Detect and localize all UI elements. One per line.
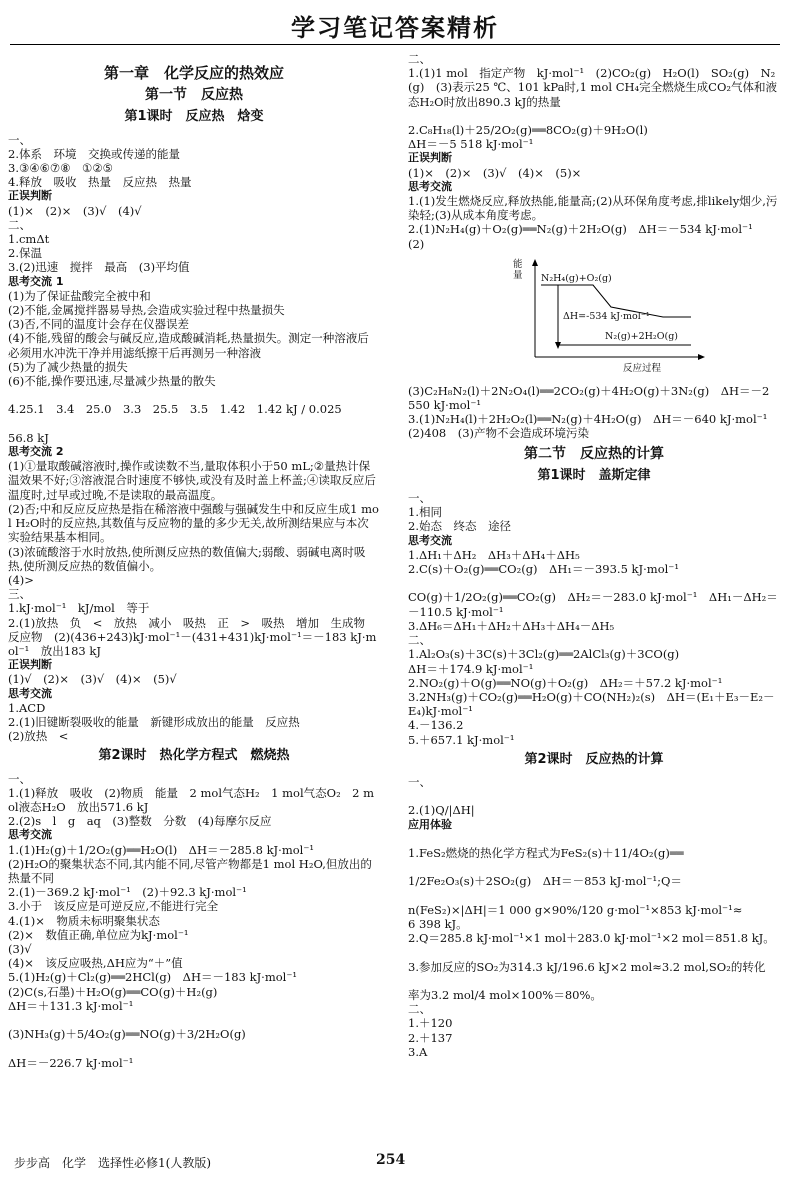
answer-line: (2)C(s,石墨)＋H₂O(g)══CO(g)＋H₂(g) bbox=[8, 984, 218, 999]
answer-line: 3.③④⑥⑦⑧ ①②⑤ bbox=[8, 161, 113, 176]
subheading: 思考交流 bbox=[408, 179, 452, 193]
answer-line: 二、 bbox=[408, 52, 431, 66]
answer-line: (4)> bbox=[8, 572, 34, 587]
subheading: 正误判断 bbox=[408, 151, 452, 165]
answer-line: (3)否,不同的温度计会存在仪器误差 bbox=[8, 317, 189, 332]
header-rule bbox=[10, 44, 780, 45]
answer-line: (1)× (2)× (3)√ (4)√ bbox=[8, 203, 142, 218]
answer-line: 2.C₈H₁₈(l)＋25/2O₂(g)══8CO₂(g)＋9H₂O(l) bbox=[408, 123, 648, 138]
answer-line: CO(g)＋1/2O₂(g)══CO₂(g) ΔH₂＝－283.0 kJ·mol⁻¹ ΔH₁－ΔH₂＝－110.5 kJ·mol⁻¹ bbox=[408, 590, 778, 619]
answer-line: 3.参加反应的SO₂为314.3 kJ/196.6 kJ×2 mol≈3.2 mol,SO₂的转化 bbox=[408, 959, 766, 974]
answer-line: 一、 bbox=[408, 491, 431, 506]
reactant-label: N₂H₄(g)+O₂(g) bbox=[541, 272, 612, 284]
answer-line: 1.cmΔt bbox=[8, 232, 50, 247]
answer-line: 2.C(s)＋O₂(g)══CO₂(g) ΔH₁＝－393.5 kJ·mol⁻¹ bbox=[408, 562, 679, 577]
section-title: 第二节 反应热的计算 bbox=[524, 445, 664, 462]
answer-line: 二、 bbox=[408, 633, 431, 648]
answer-line: 二、 bbox=[8, 217, 31, 232]
answer-line: 2.＋137 bbox=[408, 1030, 453, 1045]
subheading: 思考交流 1 bbox=[8, 274, 64, 288]
subheading: 思考交流 bbox=[8, 828, 52, 842]
answer-line: 4.25.1 3.4 25.0 3.3 25.5 3.5 1.42 1.42 kJ / 0.025 bbox=[8, 402, 342, 417]
answer-line: 2.始态 终态 途径 bbox=[408, 519, 511, 534]
answer-line: (5)为了减少热量的损失 bbox=[8, 359, 128, 374]
answer-line: 2.(1)放热 负 < 放热 减小 吸热 正 > 吸热 增加 生成物 反应物 (2)(436+243)kJ·mol⁻¹－(431+431)kJ·mol⁻¹＝－183 kJ·mol⁻¹ 放出183 kJ bbox=[8, 615, 377, 658]
section-title: 第一节 反应热 bbox=[145, 87, 243, 104]
right-column bbox=[408, 52, 780, 1059]
answer-block bbox=[408, 384, 780, 441]
answer-line: 4.(1)× 物质未标明聚集状态 bbox=[8, 913, 160, 928]
answer-line: 三、 bbox=[8, 587, 31, 602]
answer-line bbox=[8, 1041, 380, 1055]
answer-line: (2) bbox=[408, 236, 425, 251]
subheading: 思考交流 bbox=[408, 533, 452, 547]
answer-line: 1.(1)释放 吸收 (2)物质 能量 2 mol气态H₂ 1 mol气态O₂ 2 mol液态H₂O 放出571.6 kJ bbox=[8, 785, 375, 814]
answer-line: 4.释放 吸收 热量 反应热 热量 bbox=[8, 175, 192, 190]
answer-line: (2)H₂O的聚集状态不同,其内能不同,尽管产物都是1 mol H₂O,但放出的热量不同 bbox=[8, 856, 372, 885]
answer-line: 2.(1)旧键断裂吸收的能量 新键形成放出的能量 反应热 bbox=[8, 714, 300, 729]
answer-line: (4)不能,残留的酸会与碱反应,造成酸碱消耗,热量损失。测定一种溶液后必须用水冲洗干净并用滤纸擦干后再测另一种溶液 bbox=[8, 331, 369, 360]
answer-line: 一、 bbox=[8, 771, 31, 786]
answer-line: (3)NH₃(g)＋5/4O₂(g)══NO(g)＋3/2H₂O(g) bbox=[8, 1027, 246, 1042]
answer-line bbox=[408, 832, 780, 846]
subheading: 应用体验 bbox=[408, 817, 452, 831]
lesson-title: 第2课时 热化学方程式 燃烧热 bbox=[98, 748, 290, 764]
answer-line bbox=[408, 789, 780, 803]
answer-block bbox=[8, 772, 380, 1070]
answer-line: (3)√ bbox=[8, 941, 32, 956]
answer-line: ΔH＝－226.7 kJ·mol⁻¹ bbox=[8, 1055, 134, 1070]
book-title: 步步高 化学 选择性必修1(人教版) bbox=[14, 1156, 211, 1170]
answer-line: 2.NO₂(g)＋O(g)══NO(g)＋O₂(g) ΔH₂＝＋57.2 kJ·mol⁻¹ bbox=[408, 675, 723, 690]
answer-line: 1.＋120 bbox=[408, 1016, 453, 1031]
answer-line: ΔH＝＋174.9 kJ·mol⁻¹ bbox=[408, 661, 534, 676]
answer-line: 2.Q＝285.8 kJ·mol⁻¹×1 mol＋283.0 kJ·mol⁻¹×2 mol＝851.8 kJ。 bbox=[408, 931, 775, 946]
energy-diagram bbox=[513, 255, 713, 380]
answer-line: 一、 bbox=[8, 132, 31, 147]
answer-line bbox=[408, 974, 780, 988]
answer-line: 2.体系 环境 交换或传递的能量 bbox=[8, 146, 180, 161]
answer-line: 3.2NH₃(g)＋CO₂(g)══H₂O(g)＋CO(NH₂)₂(s) ΔH＝(E₁＋E₃－E₂－E₄)kJ·mol⁻¹ bbox=[408, 689, 775, 719]
answer-line: 1.ACD bbox=[8, 700, 46, 715]
answer-line: (6)不能,操作要迅速,尽量减少热量的散失 bbox=[8, 374, 216, 389]
answer-line: 3.(1)N₂H₄(l)＋2H₂O₂(l)══N₂(g)＋4H₂O(g) ΔH＝－640 kJ·mol⁻¹ (2)408 (3)产物不会造成环境污染 bbox=[408, 412, 779, 441]
answer-line: ΔH＝－5 518 kJ·mol⁻¹ bbox=[408, 137, 534, 152]
answer-line: 率为3.2 mol/4 mol×100%＝80%。 bbox=[408, 987, 602, 1002]
answer-line: 56.8 kJ bbox=[8, 430, 49, 445]
subheading: 正误判断 bbox=[8, 658, 52, 672]
answer-line: 5.＋657.1 kJ·mol⁻¹ bbox=[408, 732, 515, 747]
answer-line bbox=[8, 417, 380, 431]
answer-line: (2)否;中和反应反应热是指在稀溶液中强酸与强碱发生中和反应生成1 mol H₂O时的反应热,其数值与反应物的量的多少无关,故所测结果应与本次实验结果基本相同。 bbox=[8, 501, 379, 545]
answer-line: 3.(2)迅速 搅拌 最高 (3)平均值 bbox=[8, 260, 190, 275]
answer-line: (1)√ (2)× (3)√ (4)× (5)√ bbox=[8, 672, 177, 687]
product-label: N₂(g)+2H₂O(g) bbox=[605, 330, 678, 342]
subheading: 思考交流 2 bbox=[8, 445, 64, 459]
answer-line: (2)不能,金属搅拌器易导热,会造成实验过程中热量损失 bbox=[8, 303, 285, 318]
answer-line: (1)× (2)× (3)√ (4)× (5)× bbox=[408, 165, 582, 180]
answer-line: ΔH＝＋131.3 kJ·mol⁻¹ bbox=[8, 998, 134, 1013]
answer-line: (1)为了保证盐酸完全被中和 bbox=[8, 288, 151, 303]
answer-line bbox=[408, 945, 780, 959]
answer-line: (4)× 该反应吸热,ΔH应为“＋”值 bbox=[8, 956, 183, 971]
answer-line: 1.相同 bbox=[408, 505, 442, 520]
page-number: 254 bbox=[376, 1152, 406, 1168]
y-axis-arrow bbox=[532, 259, 538, 266]
answer-line: 1.(1)1 mol 指定产物 kJ·mol⁻¹ (2)CO₂(g) H₂O(l) SO₂(g) N₂(g) (3)表示25 ℃、101 kPa时,1 mol CH₄完全燃烧生成CO₂气体和液态H₂O时放出890.3 kJ的热量 bbox=[408, 66, 777, 109]
answer-line: 1.Al₂O₃(s)＋3C(s)＋3Cl₂(g)══2AlCl₃(g)＋3CO(g) bbox=[408, 647, 680, 662]
answer-line bbox=[408, 860, 780, 874]
answer-line bbox=[8, 388, 380, 402]
answer-block bbox=[408, 491, 780, 747]
chapter-title: 第一章 化学反应的热效应 bbox=[103, 64, 284, 82]
answer-line: 5.(1)H₂(g)＋Cl₂(g)══2HCl(g) ΔH＝－183 kJ·mol⁻¹ bbox=[8, 970, 298, 985]
lesson-title: 第2课时 反应热的计算 bbox=[524, 751, 664, 767]
answer-line bbox=[408, 889, 780, 903]
answer-line: 3.小于 该反应是可逆反应,不能进行完全 bbox=[8, 899, 219, 914]
subheading: 思考交流 bbox=[8, 686, 52, 700]
lesson-title: 第1课时 盖斯定律 bbox=[537, 467, 651, 483]
left-column bbox=[8, 52, 380, 1070]
answer-line bbox=[408, 576, 780, 590]
lesson-title: 第1课时 反应热 焓变 bbox=[124, 109, 264, 125]
answer-line: 2.(1)Q/|ΔH| bbox=[408, 803, 475, 818]
answer-line: 一、 bbox=[408, 774, 431, 789]
answer-block bbox=[408, 775, 780, 1059]
answer-line: 二、 bbox=[408, 1002, 431, 1017]
answer-line: 1.ΔH₁＋ΔH₂ ΔH₃＋ΔH₄＋ΔH₅ bbox=[408, 547, 580, 562]
answer-line bbox=[8, 1013, 380, 1027]
answer-line: 2.(1)－369.2 kJ·mol⁻¹ (2)＋92.3 kJ·mol⁻¹ bbox=[8, 885, 247, 900]
answer-line: 1.(1)发生燃烧反应,释放热能,能量高;(2)从环保角度考虑,排likely烟少,污染轻;(3)从成本角度考虑。 bbox=[408, 194, 778, 223]
answer-line: 1.FeS₂燃烧的热化学方程式为FeS₂(s)＋11/4O₂(g)══ bbox=[408, 845, 684, 860]
answer-line: 2.(1)N₂H₄(g)＋O₂(g)══N₂(g)＋2H₂O(g) ΔH＝－534 kJ·mol⁻¹ bbox=[408, 222, 753, 237]
answer-line: 1.(1)H₂(g)＋1/2O₂(g)══H₂O(l) ΔH＝－285.8 kJ·mol⁻¹ bbox=[8, 842, 315, 857]
answer-line: (2)放热 < bbox=[8, 729, 69, 744]
answer-line: 3.A bbox=[408, 1044, 428, 1059]
answer-line: 1/2Fe₂O₃(s)＋2SO₂(g) ΔH＝－853 kJ·mol⁻¹;Q＝ bbox=[408, 874, 682, 889]
answer-line: n(FeS₂)×|ΔH|＝1 000 g×90%/120 g·mol⁻¹×853 kJ·mol⁻¹≈ bbox=[408, 902, 743, 917]
x-axis-label: 反应过程 bbox=[623, 362, 662, 374]
answer-line: (2)× 数值正确,单位应为kJ·mol⁻¹ bbox=[8, 927, 189, 942]
answer-line bbox=[408, 109, 780, 123]
subheading: 正误判断 bbox=[8, 189, 52, 203]
page-title: 学习笔记答案精析 bbox=[291, 13, 499, 42]
answer-line: 6 398 kJ。 bbox=[408, 916, 468, 931]
y-axis-label: 能量 bbox=[513, 258, 523, 281]
answer-line: 2.(2)s l g aq (3)整数 分数 (4)每摩尔反应 bbox=[8, 814, 272, 829]
answer-line: (1)①量取酸碱溶液时,操作或读数不当,量取体积小于50 mL;②量热计保温效果不好;③溶液混合时速度不够快,或没有及时盖上杯盖;④读取反应后温度时,过早或过晚,不是读取的最高温度。 bbox=[8, 459, 376, 502]
x-axis-arrow bbox=[698, 354, 705, 360]
answer-line: 4.－136.2 bbox=[408, 718, 464, 733]
delta-h-label: ΔH=-534 kJ·mol⁻¹ bbox=[563, 310, 650, 322]
answer-line: (3)C₂H₈N₂(l)＋2N₂O₄(l)══2CO₂(g)＋4H₂O(g)＋3N₂(g) ΔH＝－2 550 kJ·mol⁻¹ bbox=[408, 383, 774, 413]
answer-block bbox=[408, 52, 780, 251]
answer-line: 1.kJ·mol⁻¹ kJ/mol 等于 bbox=[8, 601, 150, 616]
answer-block bbox=[8, 133, 380, 744]
answer-line: 3.ΔH₆＝ΔH₁＋ΔH₂＋ΔH₃＋ΔH₄－ΔH₅ bbox=[408, 618, 615, 633]
answer-line: 2.保温 bbox=[8, 246, 42, 261]
answer-line: (3)浓硫酸溶于水时放热,使所测反应热的数值偏大;弱酸、弱碱电离时吸热,使所测反应热的数值偏小。 bbox=[8, 544, 366, 573]
